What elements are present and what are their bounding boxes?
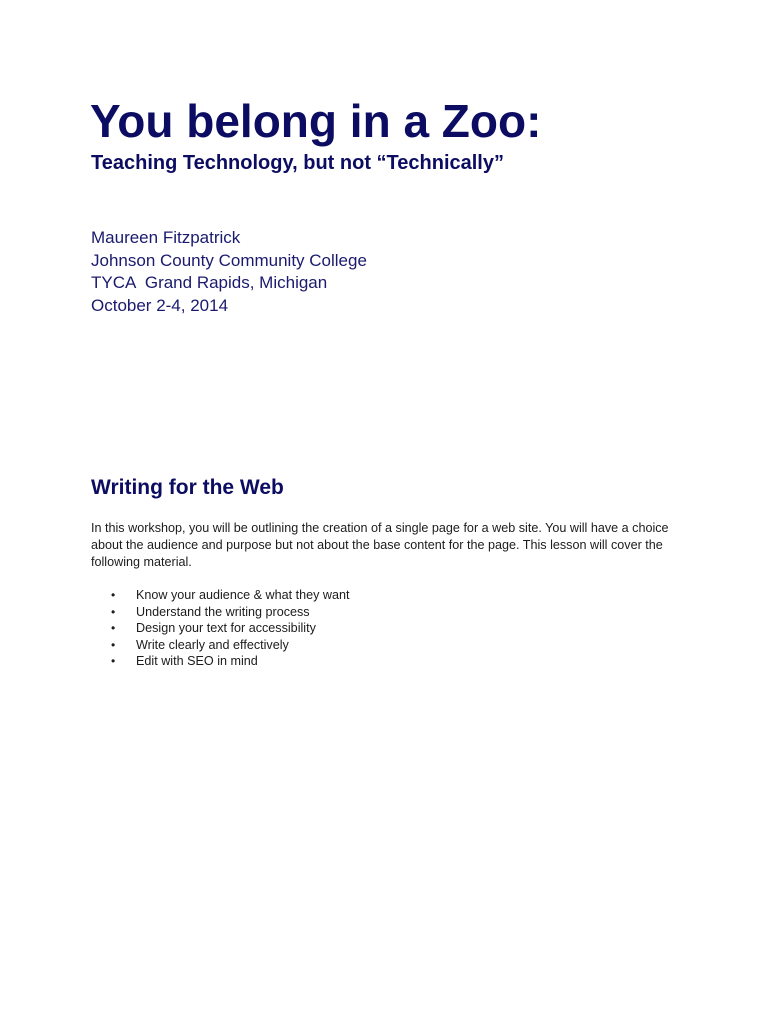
list-item-text: Design your text for accessibility bbox=[136, 621, 316, 635]
bullet-icon: • bbox=[111, 621, 116, 635]
bullet-icon: • bbox=[111, 637, 116, 652]
author-name: Maureen Fitzpatrick bbox=[91, 228, 241, 247]
section-heading: Writing for the Web bbox=[91, 476, 284, 499]
list-item-text: Edit with SEO in mind bbox=[136, 654, 258, 668]
list-item-text: Know your audience & what they want bbox=[136, 588, 350, 602]
bullet-icon: • bbox=[111, 588, 116, 602]
bullet-icon: • bbox=[111, 654, 116, 668]
list-item-text: Write clearly and effectively bbox=[136, 637, 289, 652]
bullet-icon: • bbox=[111, 604, 116, 619]
conference-date: October 2-4, 2014 bbox=[91, 295, 229, 315]
author-institution: Johnson County Community College bbox=[91, 250, 367, 270]
author-info bbox=[91, 227, 367, 317]
document-subtitle: Teaching Technology, but not “Technically” bbox=[91, 152, 504, 174]
intro-paragraph: In this workshop, you will be outlining the creation of a single page for a web site. You will have a choice about the audience and purpose but not about the base content for the page. This lesson will cover the following material. bbox=[91, 521, 669, 569]
conference-location: TYCA Grand Rapids, Michigan bbox=[91, 273, 328, 292]
list-item-text: Understand the writing process bbox=[136, 604, 310, 619]
document-title: You belong in a Zoo: bbox=[90, 95, 542, 147]
